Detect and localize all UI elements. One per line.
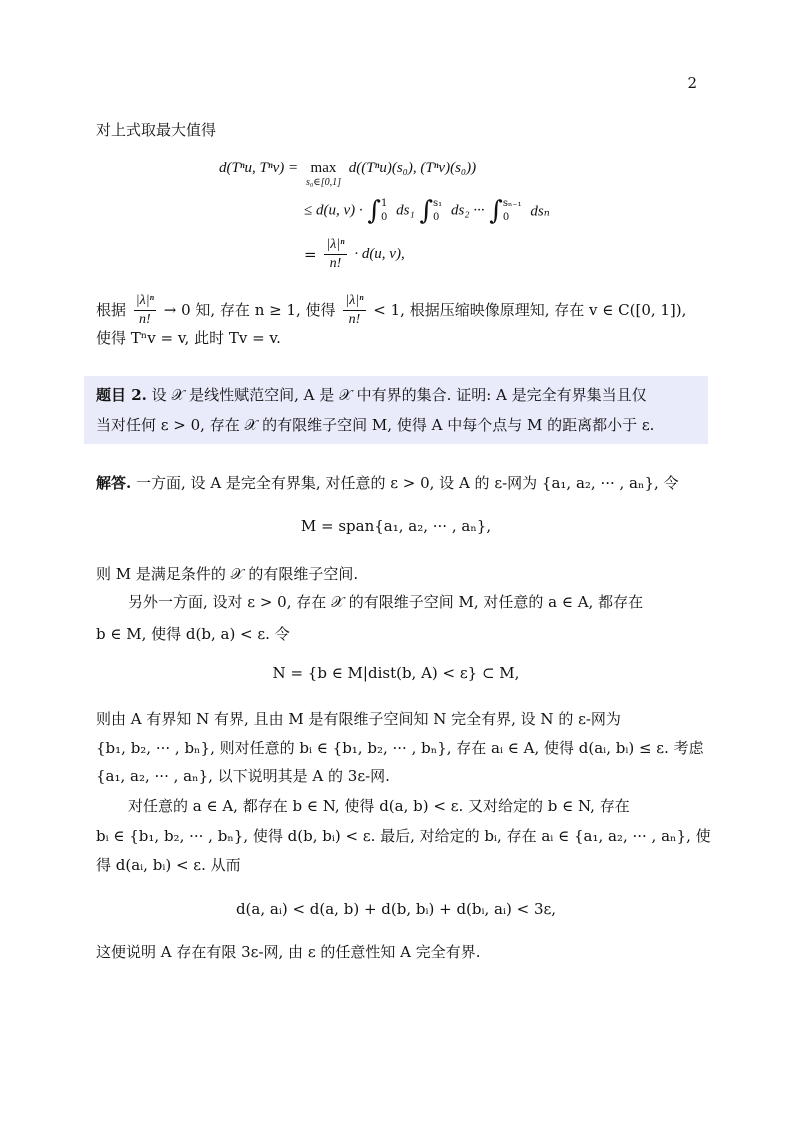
eq1-l3-tail: · d(u, v),: [354, 246, 405, 262]
solution-line8: 对任意的 a ∈ A, 都存在 b ∈ N, 使得 d(a, b) < ε. 又对给定的 b ∈ N, 存在: [128, 797, 630, 815]
eq1-frac-den: n!: [329, 256, 342, 271]
paragraph-intro: 对上式取最大值得: [96, 121, 217, 139]
integral-sign-1: ∫: [367, 196, 381, 226]
eq1-max-sub: s₀∈[0,1]: [305, 177, 341, 188]
paragraph-conclusion-line2: 使得 Tⁿv = v, 此时 Tv = v.: [96, 329, 281, 347]
equation-triangle: d(a, aᵢ) < d(a, b) + d(b, bᵢ) + d(bᵢ, aᵢ) < 3ε,: [235, 900, 557, 918]
paragraph-conclusion: [96, 289, 696, 330]
p2-part-c: < 1, 根据压缩映像原理知, 存在 v ∈ C([0, 1]),: [373, 301, 687, 319]
eq1-l2-lead: ≤ d(u, v) ·: [304, 202, 363, 219]
solution-line2: 则 M 是满足条件的 𝒳 的有限维子空间.: [96, 565, 359, 583]
eq1-lhs: d(Tⁿu, Tⁿv) =: [219, 160, 299, 176]
eq1-ds1: ds₁: [396, 202, 415, 219]
p2-frac1-num: |λ|ⁿ: [134, 292, 156, 311]
eq1-ds2: ds₂ ···: [450, 202, 485, 219]
solution-line11: 这便说明 A 存在有限 3ε-网, 由 ε 的任意性知 A 完全有界.: [96, 943, 481, 961]
solution-line6: {b₁, b₂, ··· , bₙ}, 则对任意的 bᵢ ∈ {b₁, b₂, ··· , bₙ}, 存在 aᵢ ∈ A, 使得 d(aᵢ, bᵢ) ≤ ε. 考虑: [96, 739, 704, 757]
solution-text-1: 一方面, 设 A 是完全有界集, 对任意的 ε > 0, 设 A 的 ε-网为 {a₁, a₂, ··· , aₙ}, 令: [136, 474, 679, 492]
int1-upper: 1: [380, 198, 388, 209]
solution-line3: 另外一方面, 设对 ε > 0, 存在 𝒳 的有限维子空间 M, 对任意的 a ∈ A, 都存在: [128, 593, 644, 611]
int3-upper: sₙ₋₁: [502, 198, 522, 209]
page-number: 2: [687, 74, 697, 92]
solution-line9: bᵢ ∈ {b₁, b₂, ··· , bₙ}, 使得 d(b, bᵢ) < ε. 最后, 对给定的 bᵢ, 存在 aᵢ ∈ {a₁, a₂, ··· , aₙ}, 使: [96, 827, 711, 845]
problem-line2: 当对任何 ε > 0, 存在 𝒳 的有限维子空间 M, 使得 A 中每个点与 M 的距离都小于 ε.: [96, 416, 655, 434]
eq1-max: max: [310, 160, 337, 176]
solution-line5: 则由 A 有界知 N 有界, 且由 M 是有限维子空间知 N 完全有界, 设 N 的 ε-网为: [96, 710, 621, 728]
solution-line4: b ∈ M, 使得 d(b, a) < ε. 令: [96, 625, 290, 643]
p2-frac2-num: |λ|ⁿ: [343, 292, 365, 311]
int2-upper: s₁: [433, 198, 443, 209]
solution-line10: 得 d(aᵢ, bᵢ) < ε. 从而: [96, 856, 241, 874]
p2-part-b: → 0 知, 存在 n ≥ 1, 使得: [163, 301, 336, 319]
int2-lower: 0: [433, 212, 440, 223]
solution-label: 解答.: [96, 474, 132, 492]
eq1-dsn: dsₙ: [530, 203, 550, 220]
eq1-rhs: d((Tⁿu)(s₀), (Tⁿv)(s₀)): [348, 160, 477, 176]
integral-sign-2: ∫: [419, 196, 434, 226]
eq1-l3-lead: =: [304, 245, 317, 264]
solution-line1: [96, 472, 696, 494]
p2-fraction-2: [343, 292, 365, 329]
eq1-fraction: [324, 236, 346, 273]
p2-fraction-1: [134, 292, 156, 329]
p2-part-a: 根据: [96, 301, 127, 319]
equation-set-n: N = {b ∈ M|dist(b, A) < ε} ⊂ M,: [272, 664, 520, 682]
p2-frac2-den: n!: [348, 311, 361, 327]
problem-label: 题目 2.: [96, 386, 147, 404]
int1-lower: 0: [380, 212, 388, 223]
integral-sign-3: ∫: [489, 196, 503, 226]
p2-frac1-den: n!: [139, 311, 151, 327]
equation-span: M = span{a₁, a₂, ··· , aₙ},: [300, 517, 492, 535]
int3-lower: 0: [502, 212, 510, 223]
problem-line1: [96, 384, 696, 406]
solution-line7: {a₁, a₂, ··· , aₙ}, 以下说明其是 A 的 3ε-网.: [96, 767, 390, 785]
problem-text-1: 设 𝒳 是线性赋范空间, A 是 𝒳 中有界的集合. 证明: A 是完全有界集当且仅: [151, 386, 647, 404]
eq1-frac-num: |λ|ⁿ: [324, 236, 346, 255]
